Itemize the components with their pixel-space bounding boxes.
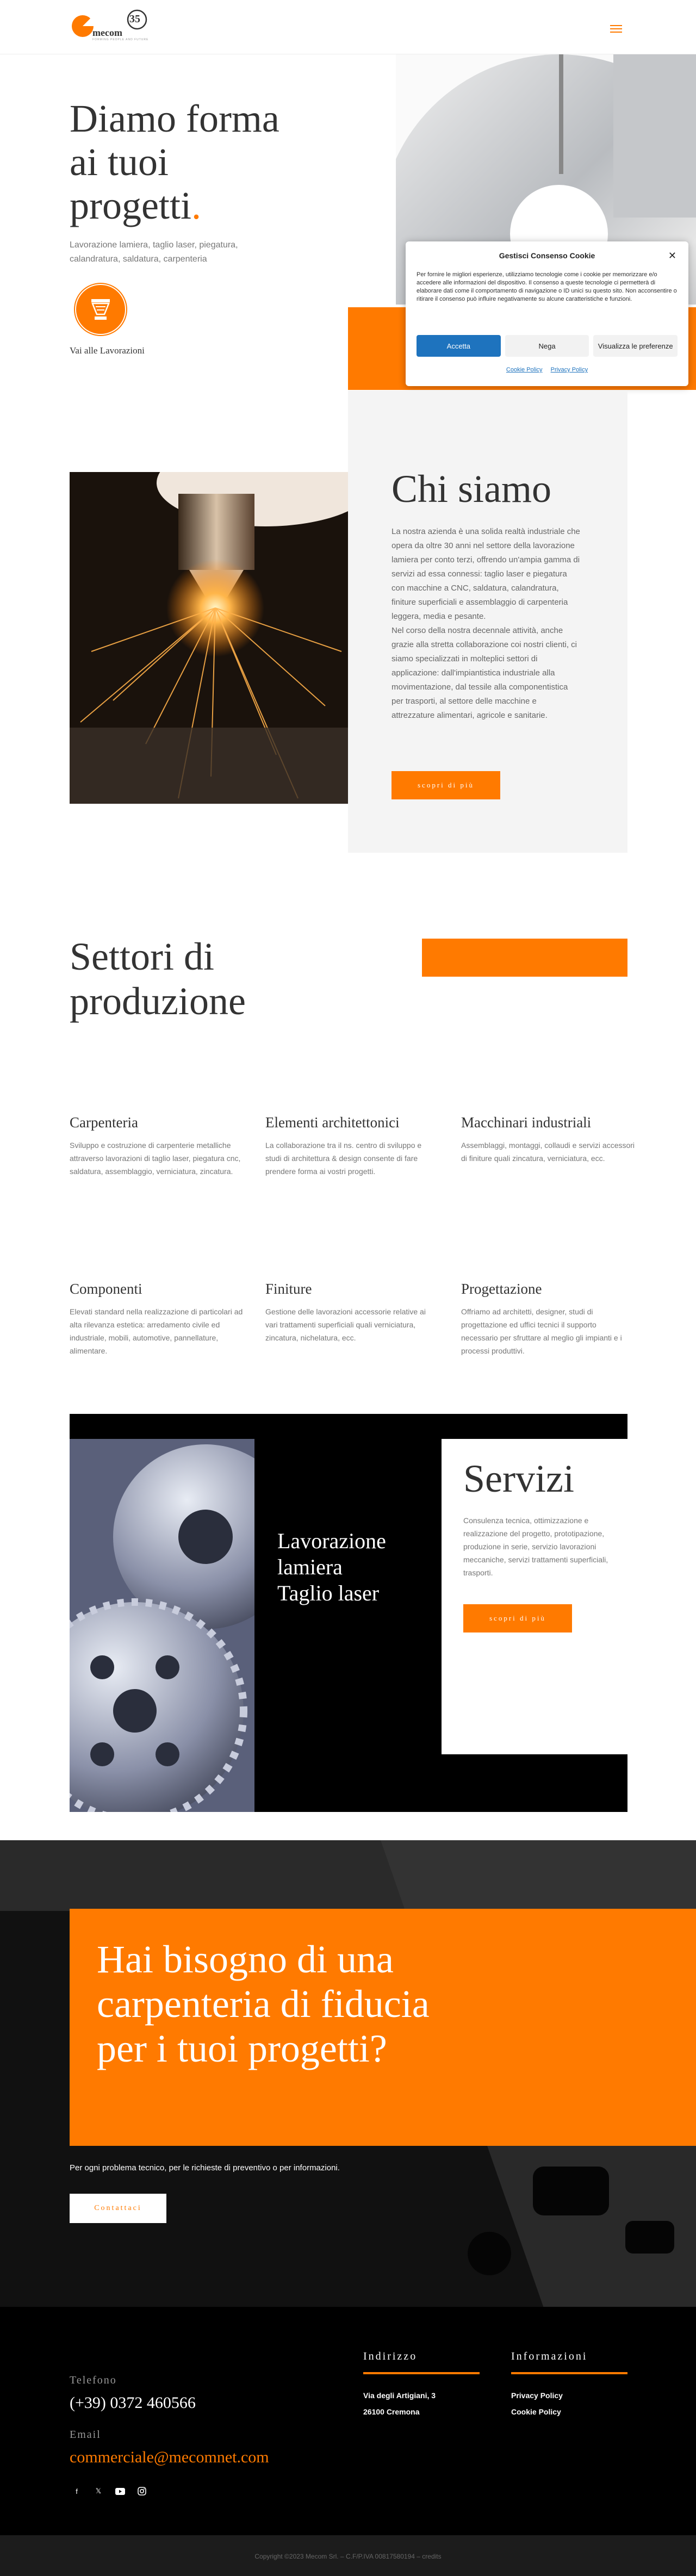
x-twitter-icon[interactable]: 𝕏 xyxy=(95,2487,102,2495)
lavorazione-line: Lavorazione xyxy=(277,1529,386,1553)
address-rule xyxy=(363,2372,480,2374)
settore-card xyxy=(70,1114,244,1178)
servizi-title: Servizi xyxy=(463,1457,574,1500)
settore-title: Componenti xyxy=(70,1281,142,1297)
settore-text: Assemblaggi, montaggi, collaudi e servizi accessori di finiture quali zincatura, verniciatura, ecc. xyxy=(461,1141,635,1163)
hero-title-word: progetti xyxy=(70,184,191,227)
hero-title-line: ai tuoi xyxy=(70,140,169,184)
settore-title: Elementi architettonici xyxy=(265,1114,400,1131)
logo-tagline: FORMING PEOPLE AND FUTURE xyxy=(92,38,149,41)
phone-label: Telefono xyxy=(70,2374,117,2386)
cookie-consent-dialog xyxy=(406,241,688,386)
cta-subtitle: Per ogni problema tecnico, per le richieste di preventivo o per informazioni. xyxy=(70,2163,340,2172)
lavorazione-lamiera-label xyxy=(277,1528,419,1606)
hamburger-menu-icon[interactable] xyxy=(610,25,622,34)
info-heading: Informazioni xyxy=(511,2350,588,2362)
view-preferences-button[interactable]: Visualizza le preferenze xyxy=(593,335,678,357)
settore-text: Sviluppo e costruzione di carpenterie metalliche attraverso lavorazioni di taglio laser, piegatura cnc, saldatura, assemblaggio, verniciatura, zincatura. xyxy=(70,1141,241,1176)
cta-title: Hai bisogno di una carpenteria di fiducia per i tuoi progetti? xyxy=(97,1938,430,2070)
settore-card xyxy=(461,1280,635,1357)
vai-alle-lavorazioni-link[interactable]: Vai alle Lavorazioni xyxy=(70,345,145,356)
accept-cookies-button[interactable]: Accetta xyxy=(417,335,501,357)
lavorazione-line: lamiera xyxy=(277,1555,343,1579)
settore-text: Gestione delle lavorazioni accessorie relative ai vari trattamenti superficiali quali verniciatura, zincatura, nichelatura, ecc. xyxy=(265,1307,426,1342)
contattaci-button[interactable]: Contattaci xyxy=(70,2194,166,2223)
instagram-icon[interactable] xyxy=(135,2484,149,2498)
address-line: Via degli Artigiani, 3 xyxy=(363,2391,436,2400)
site-header xyxy=(0,0,696,54)
servizi-scopri-button[interactable]: scopri di più xyxy=(463,1604,572,1632)
logo-badge: 35 xyxy=(129,13,140,25)
hero-title-line: Diamo forma xyxy=(70,97,279,140)
lavorazione-line: Taglio laser xyxy=(277,1581,380,1605)
info-rule xyxy=(511,2372,627,2374)
settori-orange-bar xyxy=(422,939,627,977)
servizi-text: Consulenza tecnica, ottimizzazione e realizzazione del progetto, prototipazione, produzione in serie, servizio lavorazioni meccaniche, servizi trattamenti superficiali, trasporti. xyxy=(463,1516,608,1577)
site-footer xyxy=(0,2307,696,2535)
privacy-policy-link[interactable]: Privacy Policy xyxy=(511,2391,563,2400)
youtube-icon[interactable] xyxy=(113,2484,127,2498)
laser-cutting-image xyxy=(70,472,348,804)
cookie-title: Gestisci Consenso Cookie xyxy=(499,251,595,260)
cookie-text: Per fornire le migliori esperienze, utilizziamo tecnologie come i cookie per memorizzare e/o accedere alle informazioni del dispositivo. Il consenso a queste tecnologie ci permetterà di elaborare dati come il comportamento di navigazione o ID unici su questo sito. Non acconsentire o ritirare il consenso può influire negativamente su alcune caratteristiche e funzioni. xyxy=(417,271,677,302)
settore-card xyxy=(265,1280,439,1344)
privacy-policy-link[interactable]: Privacy Policy xyxy=(550,367,588,373)
settore-text: La collaborazione tra il ns. centro di sviluppo e studi di architettura & design consente di fare prendere forma ai vostri progetti. xyxy=(265,1141,422,1176)
hero-title-dot: . xyxy=(191,184,201,227)
settore-title: Progettazione xyxy=(461,1281,542,1297)
copyright-text: Copyright ©2023 Mecom Srl. – C.F/P.IVA 00817580194 – credits xyxy=(254,2553,442,2560)
settore-text: Elevati standard nella realizzazione di particolari ad alta rilevanza estetica: arredamento civile ed industriale, mobili, automotive, pannellature, alimentare. xyxy=(70,1307,243,1355)
facebook-icon[interactable]: f xyxy=(76,2487,78,2496)
chi-siamo-scopri-button[interactable]: scopri di più xyxy=(391,771,500,799)
settori-title: Settori di produzione xyxy=(70,935,246,1023)
email-label: Email xyxy=(70,2429,101,2441)
email-link[interactable]: commerciale@mecomnet.com xyxy=(70,2448,269,2466)
logo-text: mecom xyxy=(92,27,122,38)
cookie-policy-link[interactable]: Cookie Policy xyxy=(506,367,543,373)
settore-title: Macchinari industriali xyxy=(461,1114,592,1131)
close-icon[interactable]: ✕ xyxy=(668,250,676,261)
chi-siamo-paragraph: Nel corso della nostra decennale attività, anche grazie alla stretta collaborazione coi nostri clienti, ci siamo specializzati in molteplici settori di applicazione: dall'impiantistica industriale alla movimentazione, dal tessile alla componentistica per trasporti, al settore delle macchine e attrezzature alimentari, agricole e sanitarie. xyxy=(391,626,577,720)
cookie-policy-link[interactable]: Cookie Policy xyxy=(511,2407,561,2416)
settore-title: Finiture xyxy=(265,1281,312,1297)
settore-card xyxy=(70,1280,244,1357)
settore-card xyxy=(461,1114,635,1165)
settore-card xyxy=(265,1114,439,1178)
chi-siamo-title: Chi siamo xyxy=(391,467,552,511)
gears-image xyxy=(70,1439,254,1812)
hero-subtitle: Lavorazione lamiera, taglio laser, piegatura, calandratura, saldatura, carpenteria xyxy=(70,240,238,264)
address-heading: Indirizzo xyxy=(363,2350,418,2362)
hero-title xyxy=(70,97,352,227)
chi-siamo-paragraph: La nostra azienda è una solida realtà industriale che opera da oltre 30 anni nel settore della lavorazione lamiera per conto terzi, offrendo un'ampia gamma di servizi ad essa connessi: taglio laser e piegatura con macchine a CNC, saldatura, calandratura, finiture superficiali e assemblaggio di carpenteria leggera, media e pesante. xyxy=(391,527,580,621)
settore-title: Carpenteria xyxy=(70,1114,138,1131)
address-line: 26100 Cremona xyxy=(363,2407,420,2416)
chi-siamo-text xyxy=(391,525,582,723)
lavorazioni-icon[interactable] xyxy=(74,283,127,336)
deny-cookies-button[interactable]: Nega xyxy=(505,335,589,357)
phone-number[interactable]: (+39) 0372 460566 xyxy=(70,2394,196,2412)
settore-text: Offriamo ad architetti, designer, studi di progettazione ed uffici tecnici il supporto necessario per sfruttare al meglio gli impianti e i processi produttivi. xyxy=(461,1307,622,1355)
hero-title-line xyxy=(70,184,352,227)
